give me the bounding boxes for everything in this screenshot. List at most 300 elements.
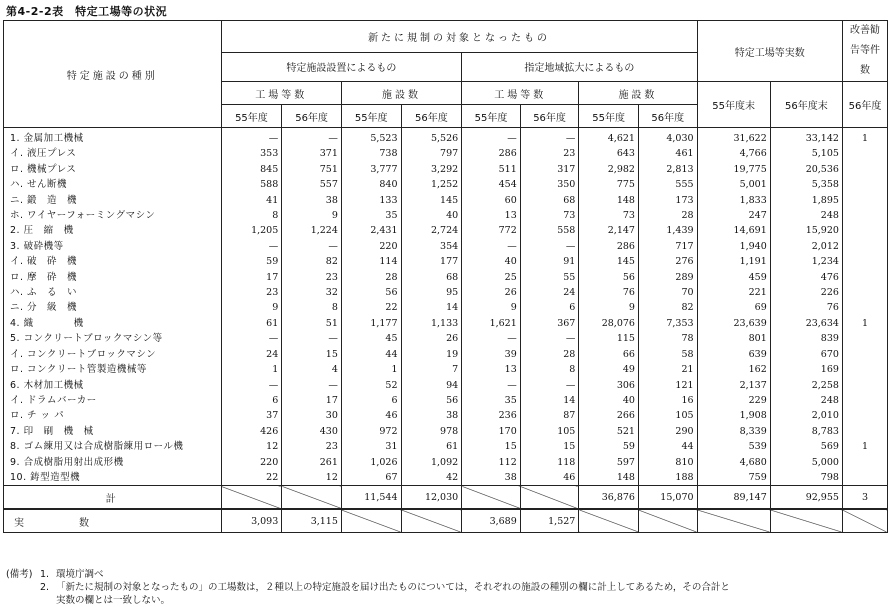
- cell-area-facilities-56: 21: [638, 362, 697, 377]
- cell-facilities-55: 840: [341, 177, 401, 192]
- note-1-text: 環境庁調べ: [56, 569, 104, 580]
- cell-factories-55: 17: [221, 270, 282, 285]
- cell-area-factories-56: 23: [520, 146, 579, 161]
- improvement-recommendations-header: 改善勧告等件数: [842, 21, 887, 82]
- cell-area-factories-55: 25: [462, 270, 521, 285]
- cell-facilities-56: 5,526: [401, 128, 462, 147]
- facility-name: ロ. 機械プレス: [4, 162, 222, 177]
- facility-name: ニ. 分 級 機: [4, 300, 222, 315]
- fy55-header: 55年度: [579, 105, 639, 128]
- cell-area-factories-55: —: [462, 128, 521, 147]
- cell-area-facilities-55: 2,982: [579, 162, 639, 177]
- cell-facilities-56: 56: [401, 393, 462, 408]
- cell-recommendations: 1: [842, 128, 887, 147]
- by-installation-header: 特定施設設置によるもの: [221, 52, 462, 81]
- cell-area-facilities-55: 66: [579, 347, 639, 362]
- table-row: [4, 162, 888, 177]
- by-area-expansion-header: 指定地域拡大によるもの: [462, 52, 697, 81]
- cell-area-factories-55: —: [462, 331, 521, 346]
- facility-count-header: 施設数: [341, 82, 461, 105]
- cell-area-facilities-56: 44: [638, 439, 697, 454]
- cell-factories-55: 8: [221, 208, 282, 223]
- table-row: [4, 362, 888, 377]
- cell-facilities-55: 35: [341, 208, 401, 223]
- cell-actual-56: 5,000: [770, 455, 842, 470]
- cell-actual-56: 15,920: [770, 223, 842, 238]
- cell-area-factories-56: 118: [520, 455, 579, 470]
- cell-area-facilities-55: 643: [579, 146, 639, 161]
- cell-factories-55: —: [221, 378, 282, 393]
- empty-cell: [638, 509, 697, 533]
- cell-actual-55: 459: [697, 270, 770, 285]
- cell-factories-56: 371: [282, 146, 342, 161]
- cell-facilities-56: 14: [401, 300, 462, 315]
- cell-facilities-56: 68: [401, 270, 462, 285]
- fy56-end-header: 56年度末: [770, 82, 842, 128]
- table-row: [4, 439, 888, 454]
- cell-area-factories-56: 350: [520, 177, 579, 192]
- cell-area-factories-56: 317: [520, 162, 579, 177]
- cell-facilities-56: 797: [401, 146, 462, 161]
- facility-name: 4. 織 機: [4, 316, 222, 331]
- cell-facilities-55: 22: [341, 300, 401, 315]
- cell-actual-56: 798: [770, 470, 842, 486]
- actual-area-factories-55: 3,689: [462, 509, 521, 533]
- cell-actual-56: 670: [770, 347, 842, 362]
- cell-factories-56: 30: [282, 408, 342, 423]
- cell-actual-55: 247: [697, 208, 770, 223]
- cell-area-factories-56: 105: [520, 424, 579, 439]
- cell-facilities-55: 3,777: [341, 162, 401, 177]
- fy56-recommendation-header: 56年度: [842, 82, 887, 128]
- cell-area-facilities-55: 56: [579, 270, 639, 285]
- area-facility-count-header: 施設数: [579, 82, 697, 105]
- note-2-number: 2.: [40, 582, 50, 593]
- cell-area-factories-56: 6: [520, 300, 579, 315]
- total-actual-56: 92,955: [770, 486, 842, 510]
- facility-name: 9. 合成樹脂用射出成形機: [4, 455, 222, 470]
- cell-area-facilities-55: 597: [579, 455, 639, 470]
- cell-area-facilities-56: 276: [638, 254, 697, 269]
- cell-actual-56: 76: [770, 300, 842, 315]
- cell-recommendations: [842, 239, 887, 254]
- cell-actual-56: 569: [770, 439, 842, 454]
- table-title: 第4-2-2表 特定工場等の状況: [6, 5, 168, 18]
- cell-factories-55: 23: [221, 285, 282, 300]
- cell-factories-55: 353: [221, 146, 282, 161]
- cell-factories-56: 23: [282, 439, 342, 454]
- cell-area-factories-55: 13: [462, 362, 521, 377]
- cell-factories-56: 8: [282, 300, 342, 315]
- cell-area-facilities-56: 1,439: [638, 223, 697, 238]
- cell-area-facilities-55: 9: [579, 300, 639, 315]
- cell-actual-56: 248: [770, 208, 842, 223]
- fy56-header: 56年度: [401, 105, 462, 128]
- note-2-continuation: 実数の欄とは一致しない。: [56, 595, 171, 606]
- cell-factories-55: 9: [221, 300, 282, 315]
- actual-label: 実 数: [4, 509, 222, 533]
- cell-facilities-55: 67: [341, 470, 401, 486]
- cell-area-facilities-56: 28: [638, 208, 697, 223]
- cell-facilities-55: 52: [341, 378, 401, 393]
- cell-facilities-55: 1,177: [341, 316, 401, 331]
- facility-name: ハ. ふ る い: [4, 285, 222, 300]
- cell-facilities-56: 145: [401, 193, 462, 208]
- facility-name: ニ. 鍛 造 機: [4, 193, 222, 208]
- table-row: [4, 347, 888, 362]
- cell-area-factories-56: 367: [520, 316, 579, 331]
- empty-cell: [520, 486, 579, 510]
- cell-area-factories-55: 236: [462, 408, 521, 423]
- cell-factories-55: 845: [221, 162, 282, 177]
- cell-area-facilities-56: 105: [638, 408, 697, 423]
- total-recommendations: 3: [842, 486, 887, 510]
- cell-recommendations: [842, 254, 887, 269]
- cell-actual-55: 69: [697, 300, 770, 315]
- cell-actual-56: 33,142: [770, 128, 842, 147]
- cell-area-factories-55: 60: [462, 193, 521, 208]
- cell-area-facilities-56: 717: [638, 239, 697, 254]
- cell-actual-56: 248: [770, 393, 842, 408]
- cell-area-factories-56: —: [520, 378, 579, 393]
- cell-recommendations: [842, 455, 887, 470]
- table-row: [4, 254, 888, 269]
- cell-recommendations: [842, 331, 887, 346]
- cell-factories-55: 61: [221, 316, 282, 331]
- cell-facilities-55: 5,523: [341, 128, 401, 147]
- cell-facilities-56: 38: [401, 408, 462, 423]
- cell-facilities-55: 28: [341, 270, 401, 285]
- cell-actual-55: 2,137: [697, 378, 770, 393]
- cell-factories-56: —: [282, 239, 342, 254]
- table-row: [4, 331, 888, 346]
- cell-area-facilities-56: 78: [638, 331, 697, 346]
- cell-area-factories-55: 286: [462, 146, 521, 161]
- cell-area-facilities-56: 461: [638, 146, 697, 161]
- cell-area-facilities-56: 7,353: [638, 316, 697, 331]
- facility-name: イ. 破 砕 機: [4, 254, 222, 269]
- fy55-header: 55年度: [462, 105, 521, 128]
- cell-area-facilities-55: 2,147: [579, 223, 639, 238]
- facility-name: ハ. せん断機: [4, 177, 222, 192]
- cell-factories-56: 4: [282, 362, 342, 377]
- table-row: [4, 424, 888, 439]
- table-row: [4, 316, 888, 331]
- cell-area-factories-56: 91: [520, 254, 579, 269]
- cell-actual-55: 1,191: [697, 254, 770, 269]
- cell-facilities-55: 738: [341, 146, 401, 161]
- fy55-header: 55年度: [221, 105, 282, 128]
- cell-factories-56: 751: [282, 162, 342, 177]
- cell-actual-56: 5,105: [770, 146, 842, 161]
- cell-facilities-55: 133: [341, 193, 401, 208]
- cell-facilities-55: 220: [341, 239, 401, 254]
- cell-facilities-56: 1,092: [401, 455, 462, 470]
- table-row: [4, 300, 888, 315]
- cell-actual-56: 23,634: [770, 316, 842, 331]
- table-row: [4, 239, 888, 254]
- cell-facilities-56: 1,252: [401, 177, 462, 192]
- cell-recommendations: [842, 378, 887, 393]
- cell-actual-56: 2,010: [770, 408, 842, 423]
- actual-factories-header: 特定工場等実数: [697, 21, 842, 82]
- cell-recommendations: [842, 146, 887, 161]
- cell-actual-55: 4,766: [697, 146, 770, 161]
- cell-area-facilities-56: 188: [638, 470, 697, 486]
- fy56-header: 56年度: [282, 105, 342, 128]
- empty-cell: [282, 486, 342, 510]
- cell-actual-56: 5,358: [770, 177, 842, 192]
- cell-factories-56: 82: [282, 254, 342, 269]
- cell-area-factories-55: 170: [462, 424, 521, 439]
- cell-factories-56: 51: [282, 316, 342, 331]
- note-1-number: 1.: [40, 569, 50, 580]
- table-row: [4, 193, 888, 208]
- cell-area-factories-55: 38: [462, 470, 521, 486]
- fy55-header: 55年度: [341, 105, 401, 128]
- cell-factories-56: 261: [282, 455, 342, 470]
- cell-factories-56: 32: [282, 285, 342, 300]
- cell-facilities-56: 978: [401, 424, 462, 439]
- cell-recommendations: [842, 300, 887, 315]
- area-factory-count-header: 工場等数: [462, 82, 579, 105]
- facility-name: ロ. コンクリート管製造機械等: [4, 362, 222, 377]
- cell-area-facilities-56: 289: [638, 270, 697, 285]
- facility-name: 8. ゴム練用又は合成樹脂練用ロール機: [4, 439, 222, 454]
- cell-facilities-56: 7: [401, 362, 462, 377]
- cell-area-facilities-55: 73: [579, 208, 639, 223]
- cell-factories-55: 37: [221, 408, 282, 423]
- actual-factories-55: 3,093: [221, 509, 282, 533]
- total-area-facilities-55: 36,876: [579, 486, 639, 510]
- cell-facilities-55: 6: [341, 393, 401, 408]
- cell-factories-55: 41: [221, 193, 282, 208]
- cell-area-facilities-55: 148: [579, 193, 639, 208]
- cell-actual-56: 476: [770, 270, 842, 285]
- cell-area-facilities-55: 115: [579, 331, 639, 346]
- cell-facilities-55: 1: [341, 362, 401, 377]
- cell-actual-56: 169: [770, 362, 842, 377]
- cell-actual-56: 8,783: [770, 424, 842, 439]
- cell-area-facilities-56: 173: [638, 193, 697, 208]
- cell-area-factories-55: —: [462, 378, 521, 393]
- cell-factories-55: 1: [221, 362, 282, 377]
- cell-area-factories-56: 46: [520, 470, 579, 486]
- cell-area-facilities-56: 82: [638, 300, 697, 315]
- cell-actual-55: 14,691: [697, 223, 770, 238]
- cell-facilities-55: 2,431: [341, 223, 401, 238]
- table-row: [4, 470, 888, 486]
- cell-area-factories-56: 14: [520, 393, 579, 408]
- cell-area-facilities-56: 2,813: [638, 162, 697, 177]
- cell-area-factories-56: —: [520, 331, 579, 346]
- facility-type-header: 特定施設の種別: [4, 21, 222, 128]
- cell-area-factories-55: 454: [462, 177, 521, 192]
- cell-area-facilities-55: 286: [579, 239, 639, 254]
- cell-area-factories-55: 35: [462, 393, 521, 408]
- cell-actual-55: 801: [697, 331, 770, 346]
- cell-area-factories-56: 558: [520, 223, 579, 238]
- cell-facilities-56: 2,724: [401, 223, 462, 238]
- cell-facilities-56: 177: [401, 254, 462, 269]
- empty-cell: [462, 486, 521, 510]
- fy56-header: 56年度: [520, 105, 579, 128]
- cell-factories-56: 430: [282, 424, 342, 439]
- cell-area-facilities-55: 148: [579, 470, 639, 486]
- table-row: [4, 378, 888, 393]
- table-row: [4, 146, 888, 161]
- cell-recommendations: [842, 285, 887, 300]
- cell-facilities-56: 354: [401, 239, 462, 254]
- cell-area-facilities-56: 810: [638, 455, 697, 470]
- cell-facilities-56: 19: [401, 347, 462, 362]
- facility-name: 6. 木材加工機械: [4, 378, 222, 393]
- cell-actual-55: 19,775: [697, 162, 770, 177]
- total-actual-55: 89,147: [697, 486, 770, 510]
- actual-area-factories-56: 1,527: [520, 509, 579, 533]
- cell-area-factories-55: 13: [462, 208, 521, 223]
- cell-factories-55: 22: [221, 470, 282, 486]
- cell-actual-55: 221: [697, 285, 770, 300]
- cell-area-facilities-55: 306: [579, 378, 639, 393]
- cell-actual-55: 229: [697, 393, 770, 408]
- cell-area-factories-56: 68: [520, 193, 579, 208]
- cell-actual-55: 4,680: [697, 455, 770, 470]
- cell-factories-55: 588: [221, 177, 282, 192]
- empty-cell: [221, 486, 282, 510]
- cell-factories-55: —: [221, 128, 282, 147]
- total-facilities-55: 11,544: [341, 486, 401, 510]
- note-2-text: 「新たに規制の対象となったもの」の工場数は，２種以上の特定施設を届け出たものについては，それぞれの施設の種別の欄に計上してあるため，その合計と: [56, 582, 730, 593]
- cell-actual-55: 31,622: [697, 128, 770, 147]
- cell-facilities-56: 1,133: [401, 316, 462, 331]
- total-area-facilities-56: 15,070: [638, 486, 697, 510]
- cell-facilities-55: 56: [341, 285, 401, 300]
- facility-name: 3. 破砕機等: [4, 239, 222, 254]
- cell-actual-55: 1,940: [697, 239, 770, 254]
- cell-area-facilities-56: 555: [638, 177, 697, 192]
- cell-area-facilities-56: 121: [638, 378, 697, 393]
- empty-cell: [579, 509, 639, 533]
- facility-name: イ. ドラムバーカー: [4, 393, 222, 408]
- cell-area-factories-55: 9: [462, 300, 521, 315]
- cell-actual-56: 1,895: [770, 193, 842, 208]
- cell-area-factories-55: 39: [462, 347, 521, 362]
- cell-facilities-56: 3,292: [401, 162, 462, 177]
- cell-recommendations: [842, 470, 887, 486]
- cell-actual-55: 162: [697, 362, 770, 377]
- cell-recommendations: [842, 223, 887, 238]
- cell-facilities-55: 31: [341, 439, 401, 454]
- cell-factories-56: —: [282, 331, 342, 346]
- cell-facilities-55: 972: [341, 424, 401, 439]
- cell-facilities-56: 40: [401, 208, 462, 223]
- cell-recommendations: [842, 424, 887, 439]
- cell-actual-56: 839: [770, 331, 842, 346]
- actual-count-row: [4, 509, 888, 533]
- cell-facilities-55: 44: [341, 347, 401, 362]
- cell-recommendations: [842, 177, 887, 192]
- cell-actual-55: 23,639: [697, 316, 770, 331]
- cell-factories-56: 38: [282, 193, 342, 208]
- table-row: [4, 223, 888, 238]
- cell-area-factories-56: 55: [520, 270, 579, 285]
- cell-factories-56: 23: [282, 270, 342, 285]
- cell-recommendations: [842, 362, 887, 377]
- table-row: [4, 393, 888, 408]
- cell-actual-55: 639: [697, 347, 770, 362]
- cell-recommendations: 1: [842, 316, 887, 331]
- fy55-end-header: 55年度末: [697, 82, 770, 128]
- factory-status-table: [3, 20, 888, 533]
- facility-name: 5. コンクリートブロックマシン等: [4, 331, 222, 346]
- cell-area-factories-56: 28: [520, 347, 579, 362]
- cell-facilities-56: 94: [401, 378, 462, 393]
- cell-actual-56: 2,258: [770, 378, 842, 393]
- cell-actual-55: 1,833: [697, 193, 770, 208]
- cell-facilities-55: 1,026: [341, 455, 401, 470]
- facility-name: 10. 鋳型造型機: [4, 470, 222, 486]
- cell-actual-55: 539: [697, 439, 770, 454]
- cell-recommendations: [842, 208, 887, 223]
- empty-cell: [770, 509, 842, 533]
- cell-area-factories-56: 87: [520, 408, 579, 423]
- empty-cell: [697, 509, 770, 533]
- cell-factories-56: 1,224: [282, 223, 342, 238]
- cell-area-facilities-55: 28,076: [579, 316, 639, 331]
- cell-area-factories-55: 772: [462, 223, 521, 238]
- cell-recommendations: [842, 408, 887, 423]
- cell-factories-55: 426: [221, 424, 282, 439]
- cell-factories-55: 24: [221, 347, 282, 362]
- cell-area-facilities-55: 266: [579, 408, 639, 423]
- empty-cell: [842, 509, 887, 533]
- table-row: [4, 128, 888, 147]
- cell-factories-56: 17: [282, 393, 342, 408]
- cell-factories-56: 9: [282, 208, 342, 223]
- cell-area-facilities-55: 40: [579, 393, 639, 408]
- cell-facilities-55: 114: [341, 254, 401, 269]
- cell-area-facilities-55: 4,621: [579, 128, 639, 147]
- cell-factories-55: —: [221, 331, 282, 346]
- cell-facilities-56: 26: [401, 331, 462, 346]
- cell-area-facilities-55: 145: [579, 254, 639, 269]
- cell-area-factories-55: 40: [462, 254, 521, 269]
- cell-area-factories-56: 73: [520, 208, 579, 223]
- table-row: [4, 270, 888, 285]
- newly-regulated-header: 新たに規制の対象となったもの: [221, 21, 697, 53]
- table-row: [4, 408, 888, 423]
- facility-name: ロ. チ ッ パ: [4, 408, 222, 423]
- cell-facilities-55: 45: [341, 331, 401, 346]
- cell-area-factories-56: —: [520, 128, 579, 147]
- cell-actual-55: 1,908: [697, 408, 770, 423]
- cell-actual-56: 1,234: [770, 254, 842, 269]
- cell-factories-56: 557: [282, 177, 342, 192]
- cell-actual-55: 8,339: [697, 424, 770, 439]
- cell-area-facilities-56: 16: [638, 393, 697, 408]
- facility-name: 2. 圧 縮 機: [4, 223, 222, 238]
- cell-area-factories-56: 24: [520, 285, 579, 300]
- cell-area-factories-55: 15: [462, 439, 521, 454]
- actual-factories-56: 3,115: [282, 509, 342, 533]
- cell-factories-55: 1,205: [221, 223, 282, 238]
- cell-facilities-55: 46: [341, 408, 401, 423]
- cell-area-factories-56: 8: [520, 362, 579, 377]
- cell-factories-55: 59: [221, 254, 282, 269]
- facility-name: 7. 印 刷 機 械: [4, 424, 222, 439]
- facility-name: ロ. 摩 砕 機: [4, 270, 222, 285]
